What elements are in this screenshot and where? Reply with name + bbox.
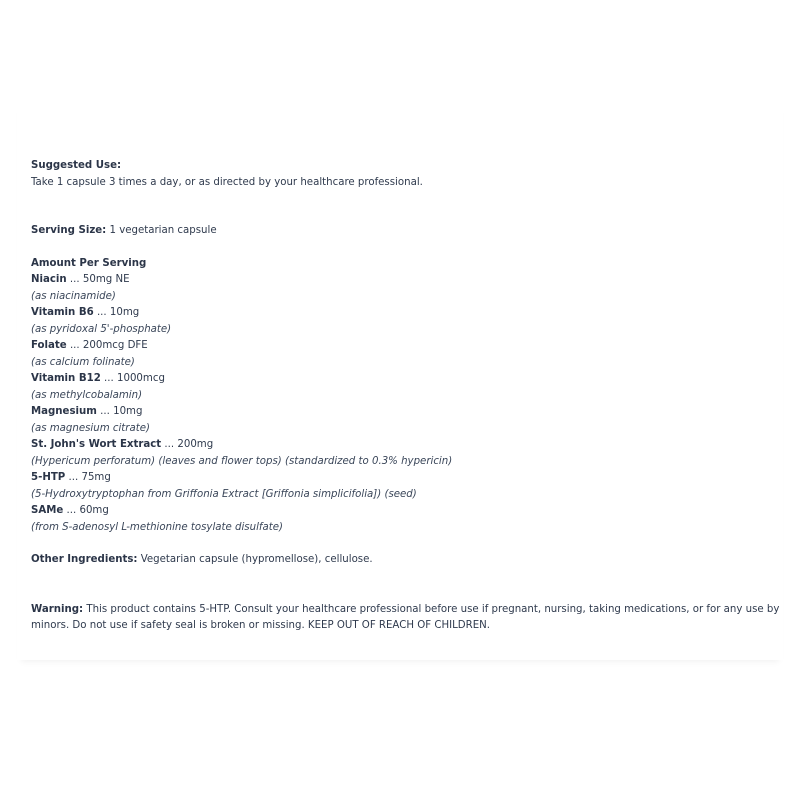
suggested-use-text: Take 1 capsule 3 times a day, or as directed by your healthcare professional. — [31, 176, 423, 188]
ingredient-note: (as magnesium citrate) — [31, 422, 150, 434]
ingredient-item-st-johns-wort — [31, 437, 781, 470]
ingredient-name: Vitamin B12 — [31, 373, 101, 384]
ingredient-name: Vitamin B6 — [31, 307, 94, 318]
ingredient-note: (as niacinamide) — [31, 290, 116, 302]
ingredient-note: (Hypericum perforatum) (leaves and flower tops) (standardized to 0.3% hypericin) — [31, 455, 453, 467]
ingredient-amount: ... 50mg NE — [66, 274, 130, 285]
amount-per-serving-heading: Amount Per Serving — [31, 257, 147, 269]
other-ingredients-value: Vegetarian capsule (hypromellose), cellulose. — [137, 554, 373, 565]
ingredient-note: (as pyridoxal 5'-phosphate) — [31, 323, 172, 335]
ingredient-name: SAMe — [31, 505, 64, 516]
ingredient-item-magnesium — [31, 404, 781, 437]
warning-text: This product contains 5-HTP. Consult your healthcare professional before use if pregnant, nursing, taking medications, or for any use by minors. Do not use if safety seal is broken or missing. KEEP OUT OF REACH OF CHILDREN. — [31, 603, 780, 631]
ingredient-item-vitamin-b6 — [31, 305, 781, 338]
ingredient-name: Magnesium — [31, 406, 97, 417]
ingredient-note: (as methylcobalamin) — [31, 389, 143, 401]
ingredient-item-same — [31, 503, 781, 536]
ingredient-amount: ... 1000mcg — [100, 373, 165, 384]
ingredient-item-niacin — [31, 272, 781, 305]
ingredient-name: Folate — [31, 340, 67, 351]
other-ingredients-section — [31, 552, 781, 569]
supplement-facts-content — [31, 158, 781, 635]
serving-size-value: 1 vegetarian capsule — [106, 225, 217, 236]
ingredient-amount: ... 200mg — [161, 439, 214, 450]
amount-per-serving-section — [31, 256, 781, 537]
ingredient-name: Niacin — [31, 274, 67, 285]
ingredient-amount: ... 60mg — [63, 505, 109, 516]
suggested-use-heading: Suggested Use: — [31, 160, 122, 171]
ingredient-note: (from S-adenosyl L-methionine tosylate disulfate) — [31, 521, 283, 533]
ingredient-name: 5-HTP — [31, 472, 66, 483]
ingredient-item-5-htp — [31, 470, 781, 503]
ingredient-item-vitamin-b12 — [31, 371, 781, 404]
other-ingredients-label: Other Ingredients: — [31, 554, 138, 565]
serving-size-section — [31, 223, 781, 240]
ingredient-name: St. John's Wort Extract — [31, 439, 162, 450]
warning-label: Warning: — [31, 603, 84, 615]
ingredient-amount: ... 200mcg DFE — [66, 340, 148, 351]
ingredient-amount: ... 10mg — [93, 307, 140, 318]
ingredient-amount: ... 10mg — [96, 406, 143, 417]
ingredient-amount: ... 75mg — [65, 472, 111, 483]
ingredient-note: (as calcium folinate) — [31, 356, 135, 368]
warning-section — [31, 602, 781, 635]
suggested-use-section — [31, 158, 781, 191]
ingredient-item-folate — [31, 338, 781, 371]
serving-size-label: Serving Size: — [31, 225, 107, 236]
ingredient-note: (5-Hydroxytryptophan from Griffonia Extract [Griffonia simplicifolia]) (seed) — [31, 488, 417, 500]
